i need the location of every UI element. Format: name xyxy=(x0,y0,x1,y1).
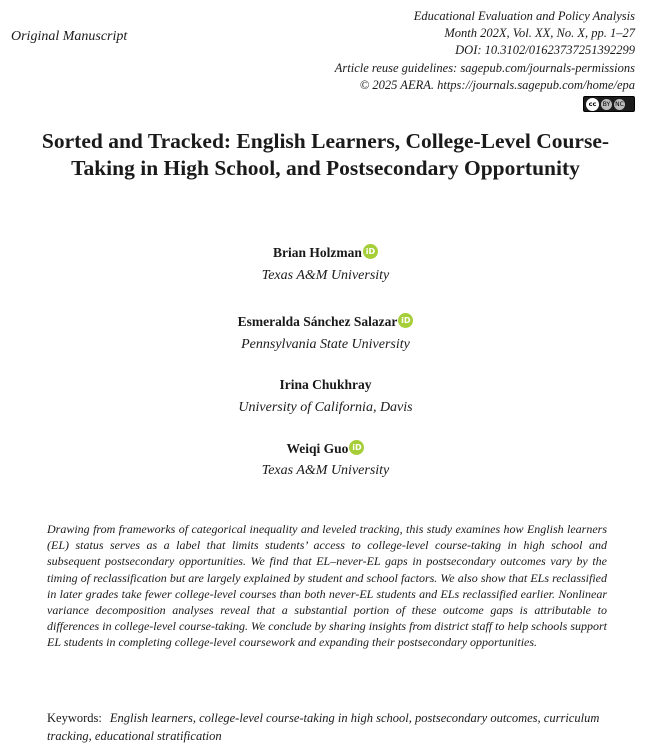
author-name xyxy=(0,377,651,393)
author-affiliation: Texas A&M University xyxy=(261,463,390,478)
author-name xyxy=(0,244,651,261)
author-name xyxy=(0,440,651,457)
author-name-text: Esmeralda Sánchez Salazar xyxy=(237,314,398,329)
author-name-text: Weiqi Guo xyxy=(286,441,349,456)
author-name-text: Irina Chukhray xyxy=(279,377,372,392)
abstract: Drawing from frameworks of categorical inequality and leveled tracking, this study examines how English learners (EL) status serves as a label that limits students’ access to college-level course-taking in high school and subsequent postsecondary opportunities. We find that EL–never-EL gaps in postsecondary outcomes vary by the timing of reclassification but are largely explained by student and school factors. We also show that ELs reclassified in later grades take fewer college-level courses than both never-EL students and ELs reclassified earlier. Nonlinear variance decomposition analyses reveal that a substantial portion of these outcome gaps is attributable to differences in college-level course-taking. We conclude by sharing insights from district staff to help schools support EL students in completing college-level coursework and expanding their postsecondary opportunities. xyxy=(47,522,607,650)
journal-issue: Month 202X, Vol. XX, No. X, pp. 1–27 xyxy=(444,26,635,41)
copyright[interactable]: © 2025 AERA. https://journals.sagepub.com/home/epa xyxy=(359,77,635,92)
author-name-text: Brian Holzman xyxy=(273,245,362,260)
orcid-icon[interactable]: iD xyxy=(349,440,364,455)
author-name xyxy=(0,313,651,330)
journal-name: Educational Evaluation and Policy Analysis xyxy=(413,9,635,23)
reuse-guidelines[interactable]: Article reuse guidelines: sagepub.com/journals-permissions xyxy=(334,60,635,75)
orcid-icon[interactable]: iD xyxy=(398,313,413,328)
keywords xyxy=(47,709,607,745)
cc-license-badge[interactable] xyxy=(583,96,635,112)
cc-icon: cc xyxy=(586,98,599,111)
by-icon: BY xyxy=(602,100,611,108)
article-title: Sorted and Tracked: English Learners, College-Level Course-Taking in High School, and Postsecondary Opportunity xyxy=(41,129,610,180)
keywords-text: English learners, college-level course-taking in high school, postsecondary outcomes, curriculum tracking, educational stratification xyxy=(47,711,600,743)
doi[interactable]: DOI: 10.3102/01623737251392299 xyxy=(455,43,635,58)
author-affiliation: University of California, Davis xyxy=(238,400,413,415)
nc-icon: NC xyxy=(615,100,624,108)
orcid-icon[interactable]: iD xyxy=(363,244,378,259)
author-affiliation: Pennsylvania State University xyxy=(241,337,410,352)
author-affiliation: Texas A&M University xyxy=(261,268,390,283)
journal-info xyxy=(215,8,635,94)
keywords-label: Keywords: xyxy=(47,711,102,725)
manuscript-label: Original Manuscript xyxy=(11,29,128,44)
